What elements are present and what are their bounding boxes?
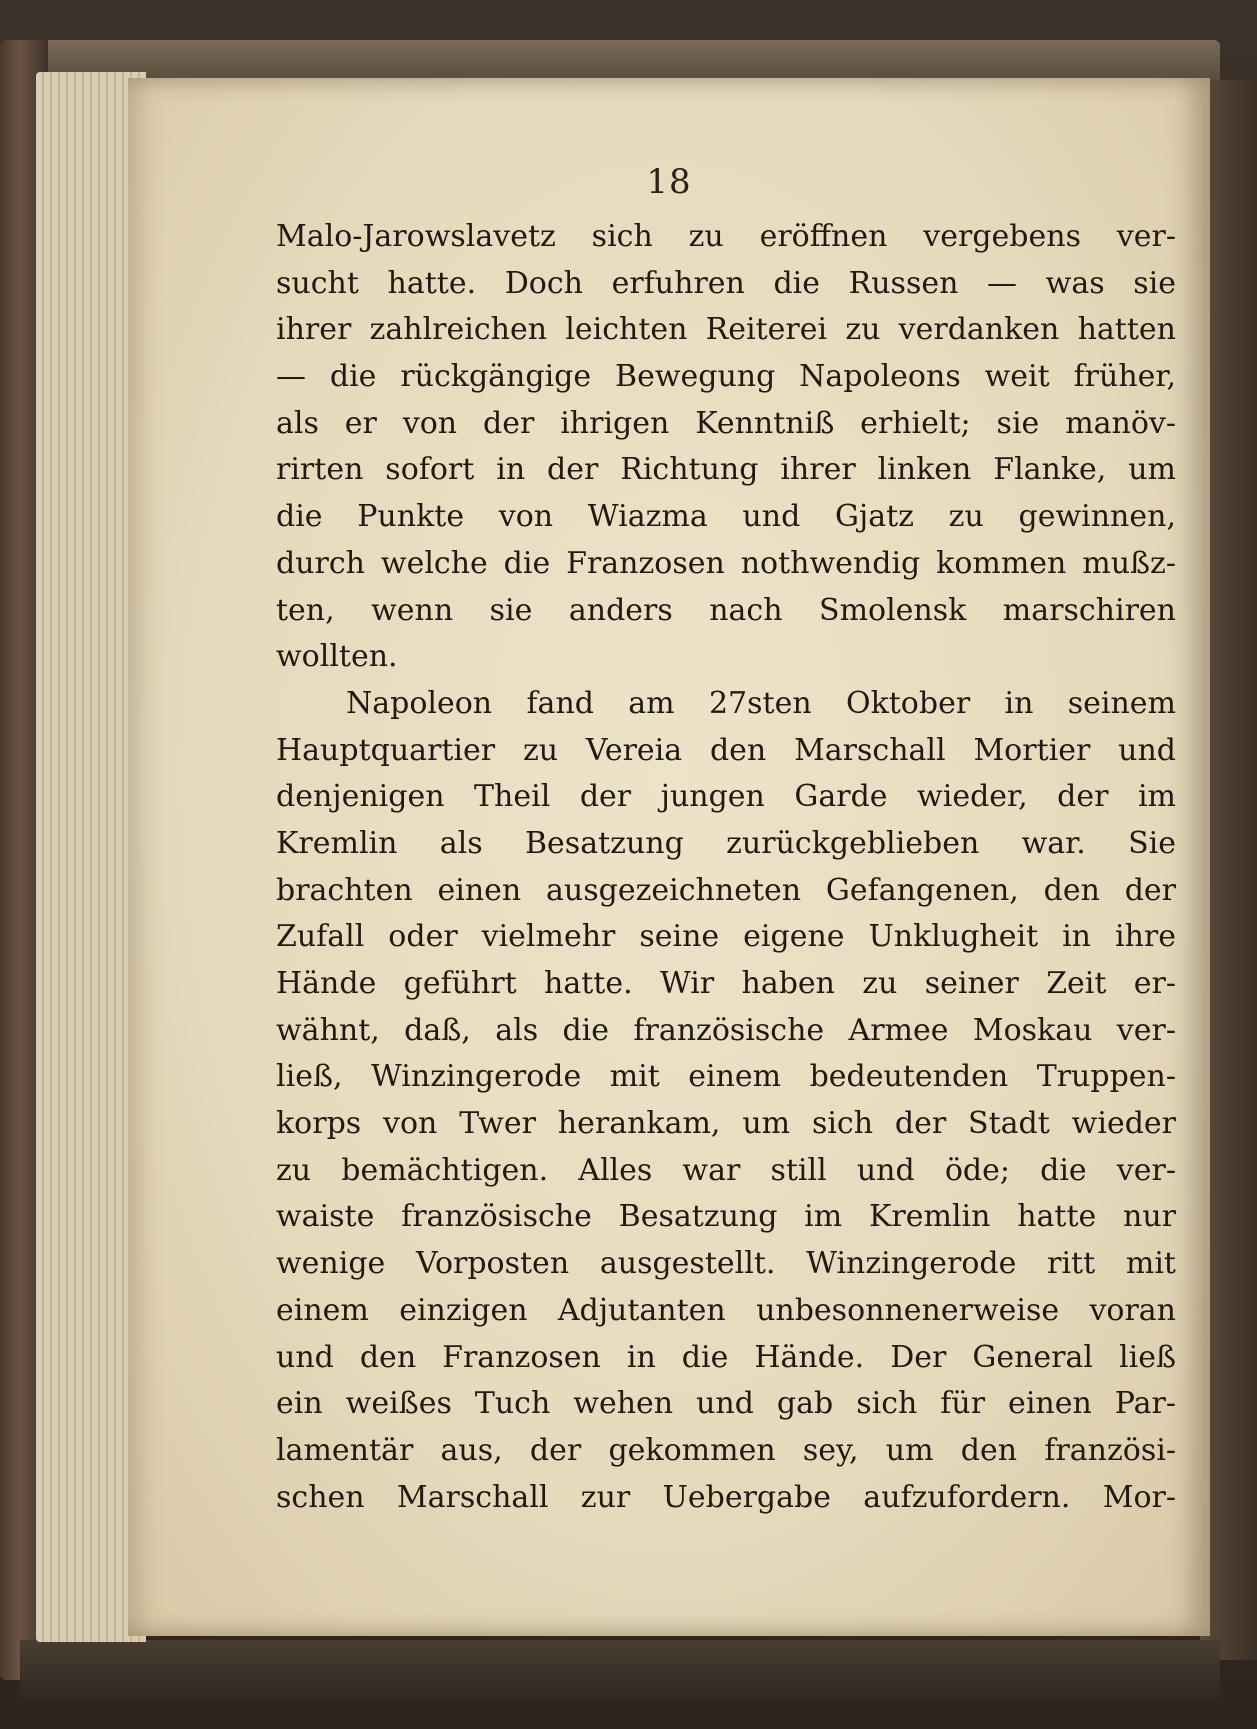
text-line: — die rückgängige Bewegung Napoleons weit früher, (276, 359, 1176, 395)
text-line: ließ, Winzingerode mit einem bedeutenden Truppen- (276, 1059, 1176, 1095)
body-text (276, 214, 1176, 1521)
text-line: sucht hatte. Doch erfuhren die Russen — was sie (276, 265, 1176, 301)
text-line: ten, wenn sie anders nach Smolensk marschiren (276, 592, 1176, 628)
text-line: wähnt, daß, als die französische Armee Moskau ver- (276, 1012, 1176, 1048)
text-line: zu bemächtigen. Alles war still und öde; die ver- (276, 1152, 1176, 1188)
text-line: schen Marschall zur Uebergabe aufzufordern. Mor- (276, 1479, 1176, 1515)
book-page (128, 78, 1210, 1636)
text-line: ihrer zahlreichen leichten Reiterei zu verdanken hatten (276, 312, 1176, 348)
text-line: als er von der ihrigen Kenntniß erhielt; sie manöv- (276, 405, 1176, 441)
text-line: durch welche die Franzosen nothwendig kommen mußz- (276, 545, 1176, 581)
text-line: wenige Vorposten ausgestellt. Winzingerode ritt mit (276, 1246, 1176, 1282)
text-line: einem einzigen Adjutanten unbesonnenerweise voran (276, 1292, 1176, 1328)
text-line: Kremlin als Besatzung zurückgeblieben war. Sie (276, 825, 1176, 861)
text-line: waiste französische Besatzung im Kremlin hatte nur (276, 1199, 1176, 1235)
text-line: Napoleon fand am 27sten Oktober in seinem (346, 685, 1176, 721)
text-line: ein weißes Tuch wehen und gab sich für einen Par- (276, 1386, 1176, 1422)
binding-bottom-edge (20, 1640, 1220, 1700)
text-line: die Punkte von Wiazma und Gjatz zu gewinnen, (276, 499, 1176, 535)
binding-top-edge (20, 40, 1220, 80)
page-number: 18 (646, 162, 692, 202)
text-line: Hauptquartier zu Vereia den Marschall Mortier und (276, 732, 1176, 768)
text-line: und den Franzosen in die Hände. Der General ließ (276, 1339, 1176, 1375)
text-line: lamentär aus, der gekommen sey, um den französi- (276, 1432, 1176, 1468)
text-line: denjenigen Theil der jungen Garde wieder, der im (276, 779, 1176, 815)
text-line: Zufall oder vielmehr seine eigene Unklugheit in ihre (276, 919, 1176, 955)
text-line: rirten sofort in der Richtung ihrer linken Flanke, um (276, 452, 1176, 488)
text-line: brachten einen ausgezeichneten Gefangenen, den der (276, 872, 1176, 908)
text-line: wollten. (276, 639, 398, 675)
text-line: korps von Twer herankam, um sich der Stadt wieder (276, 1106, 1176, 1142)
text-line: Malo-Jarowslavetz sich zu eröffnen vergebens ver- (276, 219, 1176, 254)
text-line: Hände geführt hatte. Wir haben zu seiner Zeit er- (276, 966, 1176, 1001)
